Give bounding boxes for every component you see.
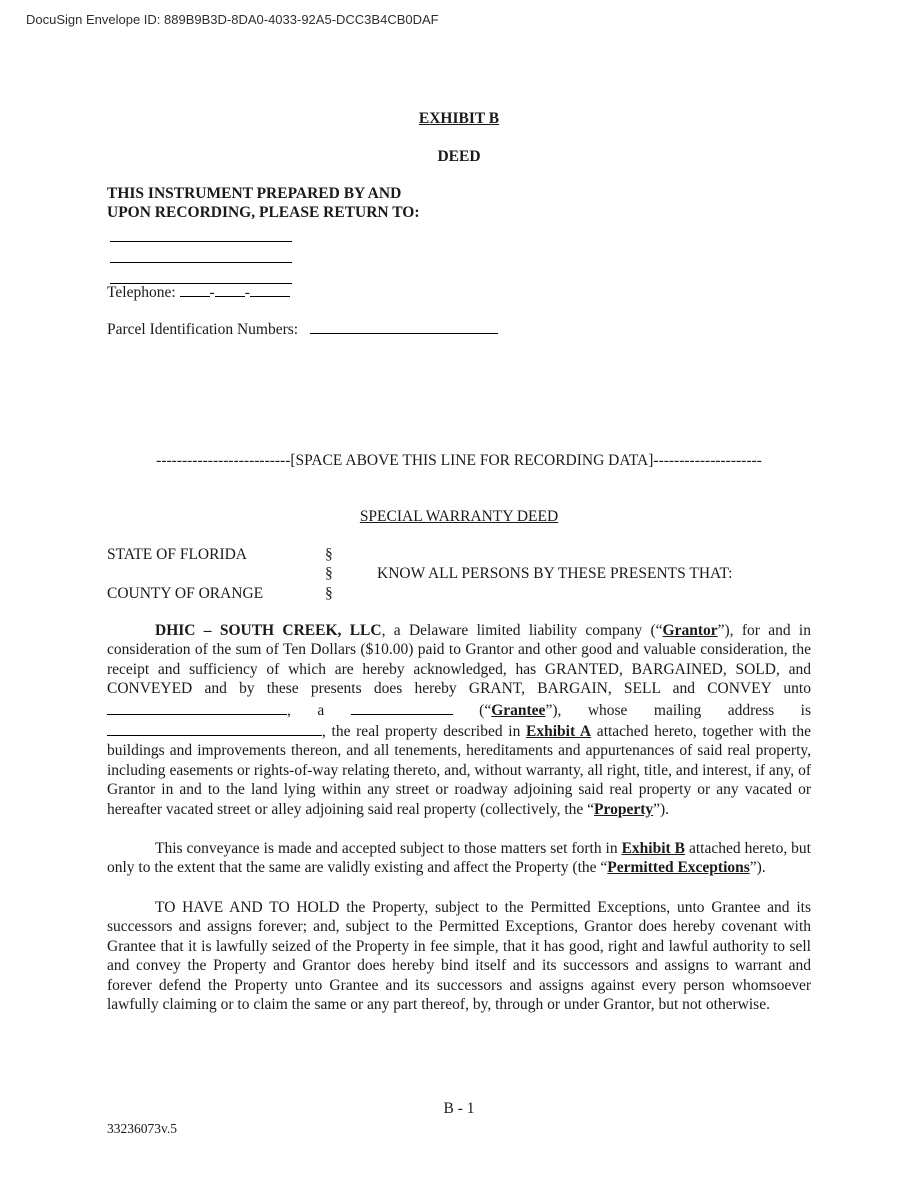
text-segment: Parcel Identification Numbers: [107,321,310,338]
venue-county: COUNTY OF ORANGE [107,584,264,602]
section-symbol: § [325,584,333,602]
blank-underline [215,281,245,297]
venue-row-state [107,545,333,564]
venue-row-county [107,584,333,603]
section-symbol: § [325,546,333,563]
docusign-envelope-id: DocuSign Envelope ID: 889B9B3D-8DA0-4033-92A5-DCC3B4CB0DAF [26,12,439,27]
blank-underline [107,720,322,736]
blank-address-line [110,242,292,263]
venue-row-middle [107,564,733,583]
know-all-persons-text: KNOW ALL PERSONS BY THESE PRESENTS THAT: [377,565,733,583]
text-segment: - [244,284,250,301]
section-symbol: § [325,565,333,583]
doc-type-heading [0,148,918,166]
blank-underline [310,318,498,334]
prepared-by-line-1: THIS INSTRUMENT PREPARED BY AND [107,185,402,202]
text-segment: ”), whose mailing address is [545,701,811,719]
text-segment: Exhibit A [526,723,592,741]
text-segment: Grantor [662,622,718,639]
blank-underline [107,699,287,715]
document-version-number: 33236073v.5 [107,1121,177,1136]
text-segment: , a [287,701,351,719]
text-segment: ”). [653,800,670,818]
prepared-by-line-2: UPON RECORDING, PLEASE RETURN TO: [107,203,420,221]
text-segment: ”). [749,859,766,877]
text-segment: , a Delaware limited liability company (“ [381,622,663,639]
paragraph-conveyance-subject [107,839,811,878]
doc-type-text: DEED [437,148,481,165]
text-segment: attached hereto, but only to the extent that the same are validly existing and affect the Property (the “ [107,840,811,877]
text-segment: TO HAVE AND TO HOLD the Property, subject to the Permitted Exceptions, unto Grantee and its successors and assigns forever; and, subject to the Permitted Exceptions, Grantor does hereby covenant with Grantee that it is lawfully seized of the Property in fee simple, that it has good, right and lawful authority to sell and convey the Property and Grantor does hereby bind itself and its successors and assigns to warrant and forever defend the Property unto Grantee and its successors and assigns against every person whomsoever lawfully claiming or to claim the same or any part thereof, by, through or under Grantor, but not otherwise. [107,898,811,1013]
blank-underline [180,281,210,297]
text-segment: (“ [452,701,492,719]
deed-title-text: SPECIAL WARRANTY DEED [359,508,559,525]
blank-underline [351,699,453,715]
deed-body [107,621,811,1034]
venue-state: STATE OF FLORIDA [107,546,247,563]
text-segment: Exhibit B [621,840,686,858]
exhibit-heading [0,110,918,128]
text-segment: DHIC – SOUTH CREEK, LLC [155,622,382,639]
text-segment: This conveyance is made and accepted subject to those matters set forth in [155,840,622,858]
text-segment: Property [594,800,654,818]
text-segment: Telephone: [107,284,180,301]
page-number: B - 1 [443,1100,475,1117]
parcel-id-line [107,318,498,339]
text-segment: attached hereto, together with the buildings and improvements thereon, and all tenements, hereditaments and appurtenances of said real property, including easements or rights-of-way relating thereto, and, without warranty, all right, title, and interest, if any, of Grantor in and to the land lying within any street or roadway adjoining said real property or any vacated or hereafter vacated street or alley adjoining said real property (collectively, the “ [107,723,811,818]
text-segment: Grantee [491,701,546,719]
paragraph-granting-clause [107,621,811,819]
text-segment: Permitted Exceptions [607,859,750,877]
text-segment: , the real property described in [322,723,527,741]
recording-data-divider: --------------------------[SPACE ABOVE THIS LINE FOR RECORDING DATA]--------------------- [156,452,762,469]
telephone-line [107,281,290,302]
venue-block [107,545,733,603]
return-address-blanks [110,221,292,284]
deed-title [0,508,918,526]
text-segment: - [209,284,215,301]
paragraph-habendum-clause [107,898,811,1014]
blank-underline [250,281,290,297]
text-segment: ”), for and in consideration of the sum of Ten Dollars ($10.00) paid to Grantor and other good and valuable consideration, the receipt and sufficiency of which are hereby acknowledged, has GRANTED, BARGAINED, SOLD, and CONVEYED and by these presents does hereby GRANT, BARGAIN, SELL and CONVEY unto [107,622,811,698]
blank-address-line [110,221,292,242]
prepared-by-block [107,185,419,222]
exhibit-heading-text: EXHIBIT B [418,110,500,127]
